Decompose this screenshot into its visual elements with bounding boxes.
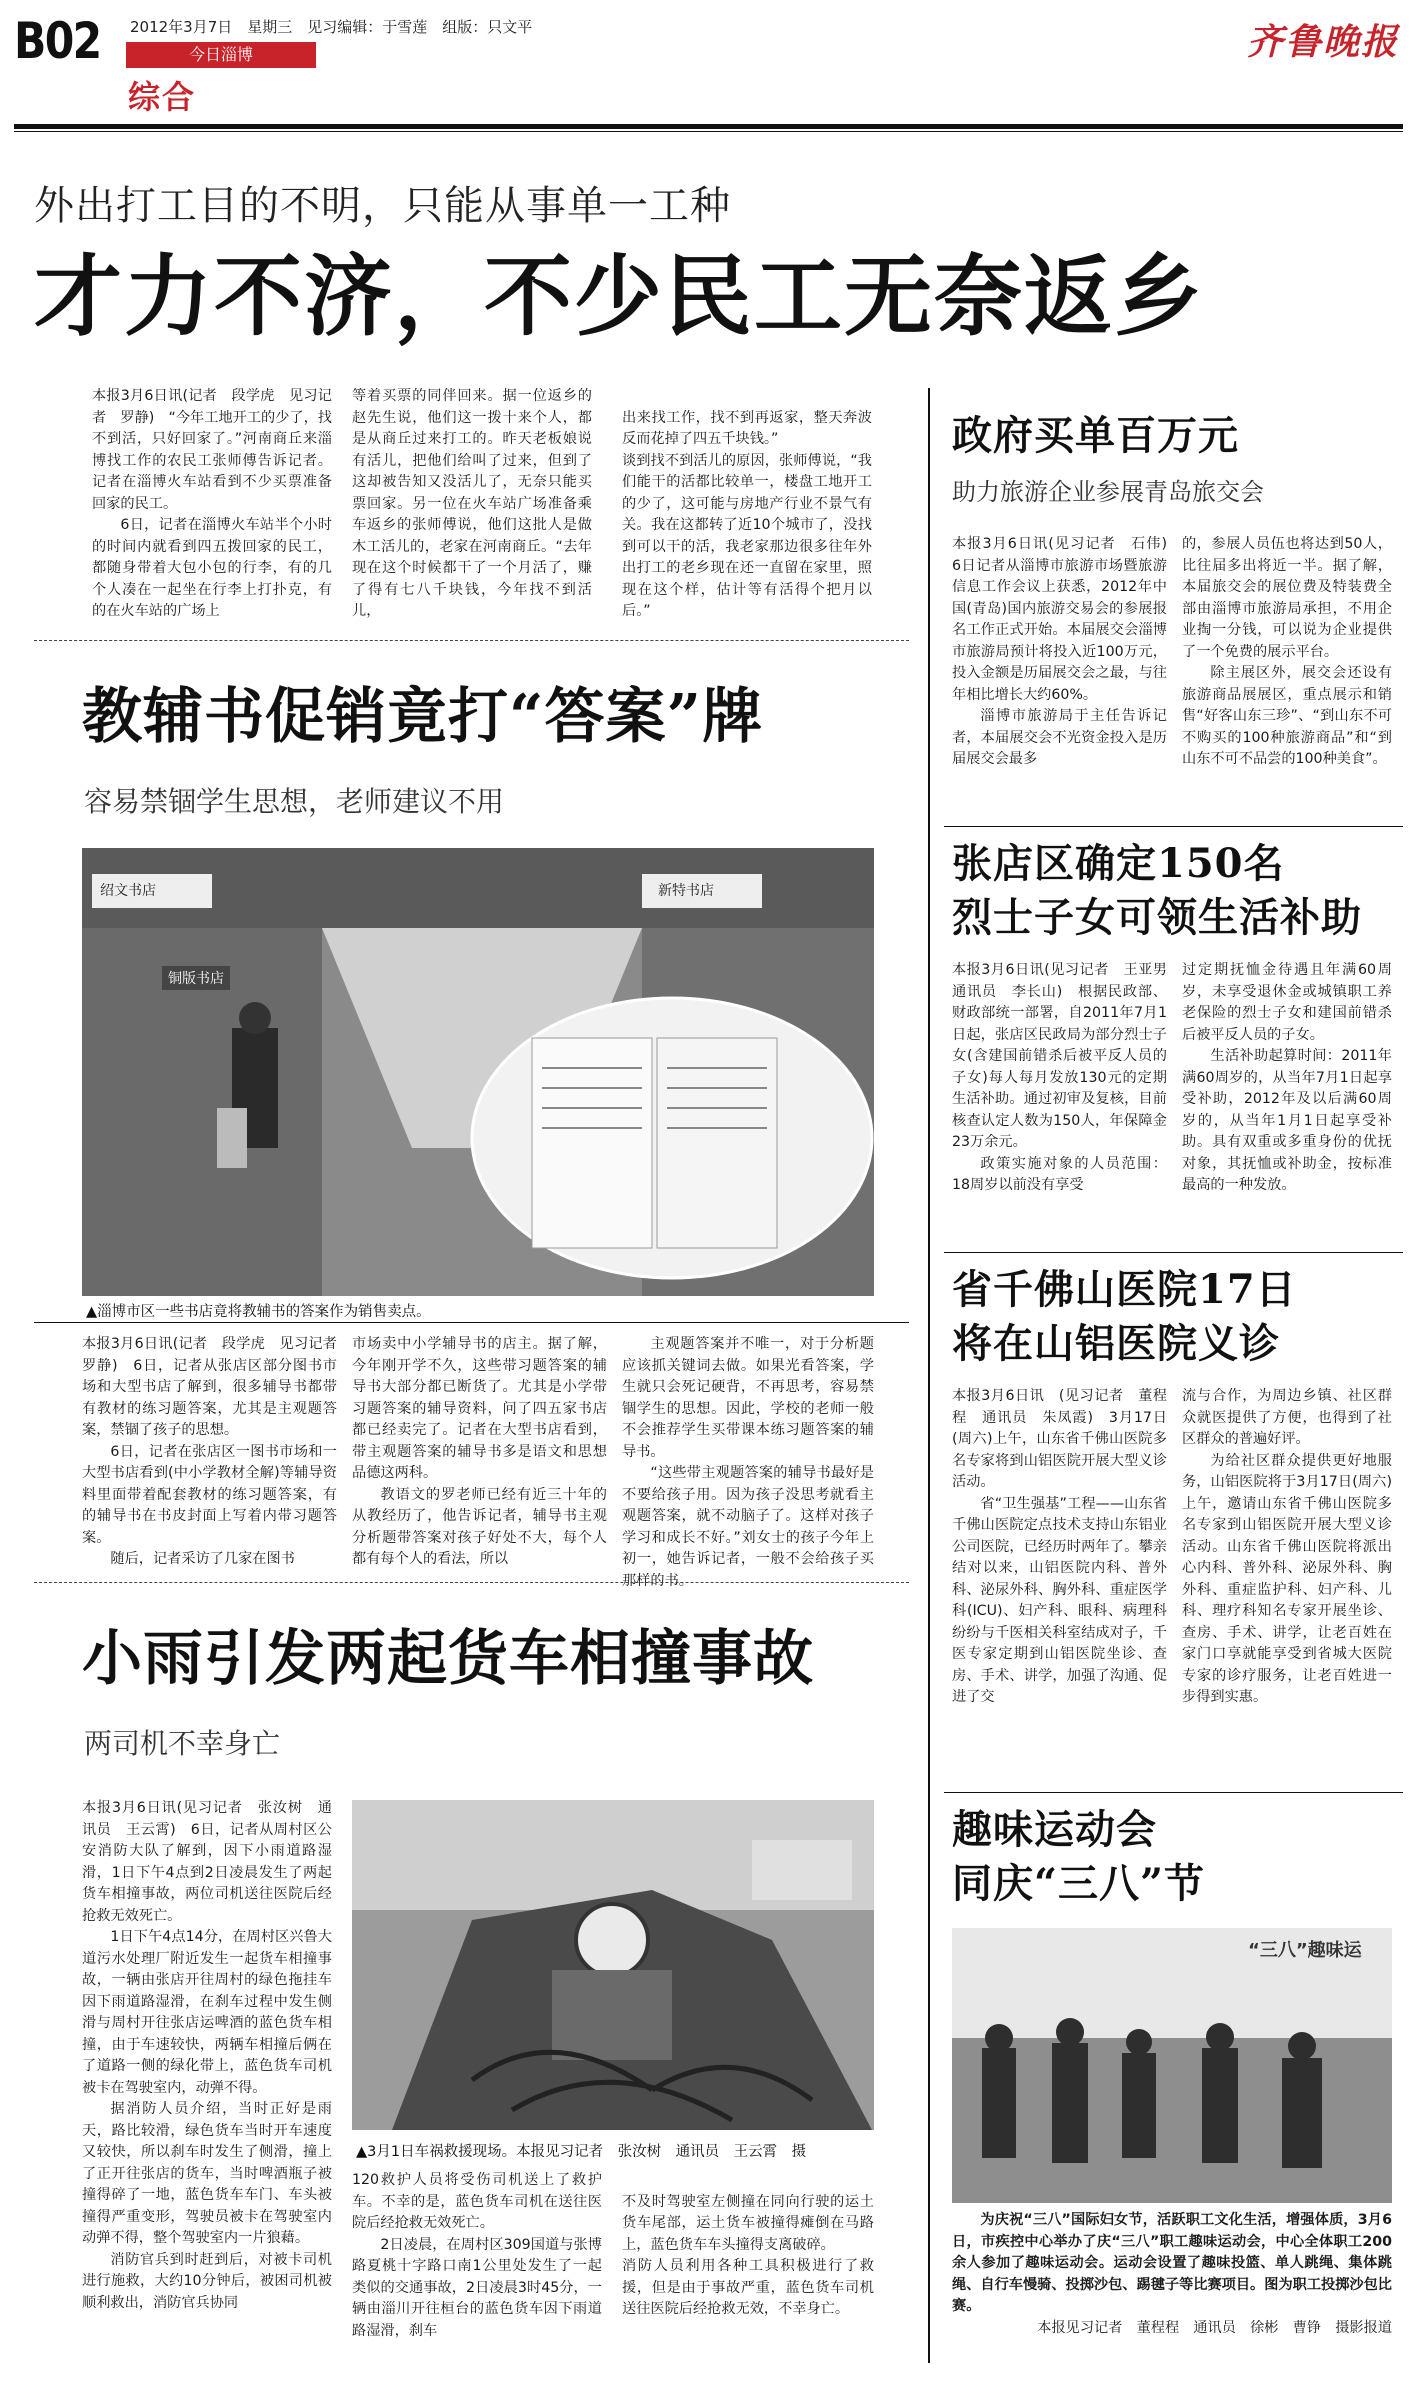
story3-col2-p1: 120救护人员将受伤司机送上了救护车。不幸的是，蓝色货车司机在送往医院后经抢救无效死亡。 <box>352 2172 602 2231</box>
story3-subhead: 两司机不幸身亡 <box>84 1727 281 1760</box>
side3-col2-p1: 流与合作，为周边乡镇、社区群众就医提供了方便，也得到了社区群众的普遍好评。 <box>1182 1388 1392 1447</box>
story2-col3-p1: 主观题答案并不唯一，对于分析题应该抓关键词去做。如果光看答案，学生就只会死记硬背，不再思考，容易禁锢学生的思想。因此，学校的老师一般不会推荐学生买带课本练习题答案的辅导书。 <box>622 1336 874 1460</box>
sports-photo <box>952 1928 1392 2203</box>
accident-photo <box>352 1800 874 2130</box>
side2-col2-p2: 生活补助起算时间：2011年满60周岁的，从当年7月1日起享受补助，2012年及以后满60周岁的，从当年1月1日起享受补助。具有双重或多重身份的优抚对象，其抚恤或补助金，按标准最高的一种发放。 <box>1182 1048 1392 1193</box>
side1-col1-p1: 本报3月6日讯(见习记者 石伟) 6日记者从淄博市旅游市场暨旅游信息工作会议上获悉，2012年中国(青岛)国内旅游交易会的参展报名工作正式开始。本届展交会淄博市旅游局预计将投入近100万元，投入金额是历届展交会之最，与往年相比增长大约60%。 <box>952 536 1182 703</box>
story1-col1 <box>92 386 332 623</box>
story2-col1 <box>82 1334 352 1571</box>
story2-col2-p2: 教语文的罗老师已经有近三十年的从教经历了，他告诉记者，辅导书主观分析题带答案对孩子好处不大，每个人都有每个人的看法，所以 <box>352 1486 607 1567</box>
photo-sign-1: 绍文书店 <box>94 878 162 902</box>
side2-col1-p1: 本报3月6日讯(见习记者 王亚男 通讯员 李长山) 根据民政部、财政部统一部署，自2011年7月1日起，张店区民政局为部分烈士子女(含建国前错杀后被平反人员的子女)每人每月发放130元的定期生活补助。通过初审及复核，目前核查认定人数为150人，年保障金23万余元。 <box>952 962 1182 1150</box>
story2-col3-p2: “这些带主观题答案的辅导书最好是不要给孩子用。因为孩子没思考就看主观题答案，就不动脑子了。这样对孩子学习和成长不好。”刘女士的孩子今年上初一，她告诉记者，一般不会给孩子买那样的书。 <box>622 1465 874 1589</box>
sports-photo-banner: “三八”趣味运 <box>1248 1940 1362 1961</box>
story1-headline: 才力不济，不少民工无奈返乡 <box>34 244 1205 348</box>
story1-col1-p2: 6日，记者在淄博火车站半个小时的时间内就看到四五拨回家的民工，都随身带着大包小包的行李，有的几个人凑在一起坐在行李上打扑克，有的在火车站的广场上 <box>92 517 332 619</box>
story2-caption: ▲淄博市区一些书店竟将教辅书的答案作为销售卖点。 <box>86 1304 431 1320</box>
column-divider <box>928 388 930 2363</box>
side4-headline-2: 同庆“三八”节 <box>952 1860 1206 1907</box>
side1-subhead: 助力旅游企业参展青岛旅交会 <box>952 478 1264 506</box>
side1-col1-p2: 淄博市旅游局于主任告诉记者，本届展交会不光资金投入是历届展交会最多 <box>952 708 1167 767</box>
side4-caption <box>952 2210 1392 2339</box>
side4-credit: 本报见习记者 董程程 通讯员 徐彬 曹铮 摄影报道 <box>1037 2319 1392 2336</box>
story2-divider <box>34 1582 909 1583</box>
region-tag: 今日淄博 <box>126 42 316 68</box>
side1-col2 <box>1182 534 1392 771</box>
story2-col1-p3: 随后，记者采访了几家在图书 <box>110 1551 295 1567</box>
story3-col2-p2: 2日凌晨，在周村区309国道与张博路夏桃十字路口南1公里处发生了一起类似的交通事故，2日凌晨3时45分，一辆由淄川开往桓台的蓝色货车因下雨道路湿滑，刹车 <box>352 2236 602 2339</box>
side3-headline-1: 省千佛山医院17日 <box>952 1266 1297 1313</box>
story2-caption-rule <box>34 1322 909 1323</box>
story1-kicker: 外出打工目的不明，只能从事单一工种 <box>34 183 731 229</box>
story1-col2-text: 等着买票的同伴回来。据一位返乡的赵先生说，他们这一拨十来个人，都是从商丘过来打工的。昨天老板娘说有活儿，把他们给叫了过来，但到了这却被告知又没活儿了，无奈只能买票回家。另一位在火车站广场准备乘车返乡的张师傅说，他们这批人是做木工活儿的，老家在河南商丘。“去年现在这个时候都干了一个月活了，赚了得有七八千块钱，今年找不到活儿， <box>352 388 592 619</box>
masthead-rule <box>14 124 1403 129</box>
side2-col1-p2: 政策实施对象的人员范围：18周岁以前没有享受 <box>952 1155 1167 1193</box>
story3-headline: 小雨引发两起货车相撞事故 <box>82 1624 814 1694</box>
story3-col3 <box>622 2170 874 2342</box>
side2-headline-1: 张店区确定150名 <box>952 840 1285 887</box>
story3-col1 <box>82 1798 332 2314</box>
accident-photo-drawing <box>352 1800 874 2130</box>
side3-col1 <box>952 1386 1167 1709</box>
side3-divider <box>944 1792 1403 1793</box>
side4-caption-text: 为庆祝“三八”国际妇女节，活跃职工文化生活，增强体质，3月6日，市疾控中心举办了庆“三八”职工趣味运动会，中心全体职工200余人参加了趣味运动会。运动会设置了趣味投篮、单人跳绳、集体跳绳、自行车慢骑、投掷沙包、踢毽子等比赛项目。图为职工投掷沙包比赛。 <box>952 2212 1392 2314</box>
masthead-rule-thin <box>14 131 1403 132</box>
story3-col1-p2: 1日下午4点14分，在周村区兴鲁大道污水处理厂附近发生一起货车相撞事故，一辆由张店开往周村的绿色拖挂车因下雨道路湿滑，在刹车过程中发生侧滑与周村开往张店运啤酒的蓝色货车相撞，由于车速较快，两辆车相撞后俩在了道路一侧的绿化带上，蓝色货车司机被卡在驾驶室内，动弹不得。 <box>82 1929 332 2096</box>
side3-col1-p1: 本报3月6日讯 (见习记者 董程程 通讯员 朱凤霞) 3月17日(周六)上午，山东省千佛山医院多名专家将到山铝医院开展大型义诊活动。 <box>952 1388 1167 1490</box>
side1-col2-p1: 的，参展人员伍也将达到50人，比往届多出将近一半。据了解，本届旅交会的展位费及特装费全部由淄博市旅游局承担，不用企业掏一分钱，可以说为企业提供了一个免费的展示平台。 <box>1182 536 1392 660</box>
side3-col1-p2: 省“卫生强基”工程——山东省千佛山医院定点技术支持山东铝业公司医院，已经历时两年了。攀亲结对以来，山铝医院内科、普外科、泌尿外科、胸外科、重症医学科(ICU)、妇产科、眼科、病理科纷纷与千医相关科室结成对子，千医专家定期到山铝医院坐诊、查房、手术、讲学，加强了沟通、促进了交 <box>952 1495 1167 1705</box>
story1-col1-p1: 本报3月6日讯(记者 段学虎 见习记者 罗静) “今年工地开工的少了，找不到活，只好回家了。”河南商丘来淄博找工作的农民工张师傅告诉记者。记者在淄博火车站看到不少买票准备回家的民工。 <box>92 388 332 512</box>
newspaper-brand: 齐鲁晚报 <box>1246 21 1399 63</box>
story3-col3-text: 不及时驾驶室左侧撞在同向行驶的运土货车尾部，运土货车被撞得瘫倒在马路上，蓝色货车车头撞得支离破碎。 消防人员利用各种工具积极进行了救援，但是由于事故严重，蓝色货车司机送往医院后经抢救无效，不幸身亡。 <box>622 2193 874 2317</box>
photo-sign-2: 新特书店 <box>652 878 720 902</box>
story2-subhead: 容易禁锢学生思想，老师建议不用 <box>84 785 505 818</box>
story1-col3 <box>622 386 872 644</box>
story3-col1-p1: 本报3月6日讯(见习记者 张汝树 通讯员 王云霄) 6日，记者从周村区公安消防大队了解到，因下小雨道路湿滑，1日下午4点到2日凌晨发生了两起货车相撞事故，两位司机送往医院后经抢救无效死亡。 <box>82 1800 332 1924</box>
side2-col2-p1: 过定期抚恤金待遇且年满60周岁，未享受退休金或城镇职工养老保险的烈士子女和建国前错杀后被平反人员的子女。 <box>1182 962 1392 1043</box>
bookstore-photo-drawing <box>82 848 874 1296</box>
side3-col2-p2: 为给社区群众提供更好地服务，山铝医院将于3月17日(周六)上午，邀请山东省千佛山医院多名专家到山铝医院开展大型义诊活动。山东省千佛山医院将派出心内科、普外科、泌尿外科、胸外科、重症监护科、妇产科、儿科、理疗科知名专家开展坐诊、查房、手术、讲学，让老百姓在家门口享就能享受到省城大医院专家的诊疗服务，让老百姓进一步得到实惠。 <box>1182 1452 1392 1705</box>
story2-col2 <box>352 1334 607 1571</box>
story2-col1-p2: 6日，记者在张店区一图书市场和一大型书店看到(中小学教材全解)等辅导资料里面带着配套教材的练习题答案，有的辅导书在书皮封面上写着内带习题答案。 <box>82 1443 337 1546</box>
section-title: 综合 <box>128 78 197 116</box>
side2-col2 <box>1182 960 1392 1197</box>
story3-col1-p3: 据消防人员介绍，当时正好是雨天，路比较滑，绿色货车当时开车速度又较快，所以刹车时发生了侧滑，撞上了正开往张店的货车，当时啤酒瓶子被撞得碎了一地，蓝色货车车门、车头被撞得严重变形，驾驶员被卡在驾驶室内动弹不得，整个驾驶室内一片狼藉。 <box>82 2101 332 2246</box>
side1-col1 <box>952 534 1182 771</box>
story2-col1-p1: 本报3月6日讯(记者 段学虎 见习记者 罗静) 6日，记者从张店区部分图书市场和大型书店了解到，很多辅导书都带有教材的练习题答案，尤其是主观题答案，禁锢了孩子的思想。 <box>82 1336 352 1438</box>
story2-col2-p1: 市场卖中小学辅导书的店主。据了解，今年刚开学不久，这些带习题答案的辅导书大部分都已断货了。尤其是小学带习题答案的辅导资料，问了四五家书店都已经卖完了。记者在大型书店看到，带主观题答案的辅导书多是语文和思想品德这两科。 <box>352 1336 607 1481</box>
side1-col2-p2: 除主展区外，展交会还设有旅游商品展展区，重点展示和销售“好客山东三珍”、“到山东不可不购买的100种旅游商品”和“到山东不可不品尝的100种美食”。 <box>1182 665 1392 767</box>
story3-col1-p4: 消防官兵到时赶到后，对被卡司机进行施救，大约10分钟后，被困司机被顺利救出，消防官兵协同 <box>82 2251 332 2311</box>
story1-col2 <box>352 386 592 623</box>
side1-divider <box>944 826 1403 827</box>
side2-divider <box>944 1252 1403 1253</box>
story1-divider <box>34 640 909 641</box>
story3-photo-caption: ▲3月1日车祸救援现场。本报见习记者 张汝树 通讯员 王云霄 摄 <box>356 2144 807 2160</box>
page-meta: 2012年3月7日 星期三 见习编辑：于雪莲 组版：只文平 <box>130 18 533 36</box>
photo-sign-3: 铜版书店 <box>162 966 230 990</box>
bookstore-photo <box>82 848 874 1296</box>
side1-headline: 政府买单百万元 <box>952 412 1239 459</box>
side4-headline-1: 趣味运动会 <box>952 1806 1157 1853</box>
side2-headline-2: 烈士子女可领生活补助 <box>952 894 1362 941</box>
story2-col3 <box>622 1334 874 1592</box>
side3-col2 <box>1182 1386 1392 1709</box>
page-number: B02 <box>14 12 101 70</box>
side2-col1 <box>952 960 1182 1197</box>
story1-col3-text: 出来找工作，找不到再返家，整天奔波反而花掉了四五千块钱。” 谈到找不到活儿的原因，张师傅说，“我们能干的活都比较单一，楼盘工地开工的少了，这可能与房地产行业不景气有关。我在这都转了近10个城市了，没找到可以干的活，我老家那边很多往年外出打工的老乡现在还一直留在家里，照现在这个样，估计等有活得个把月以后。” <box>622 409 872 619</box>
sports-photo-drawing <box>952 1928 1392 2203</box>
story2-headline: 教辅书促销竟打“答案”牌 <box>82 682 764 752</box>
story3-col2 <box>352 2170 602 2342</box>
side3-headline-2: 将在山铝医院义诊 <box>952 1320 1280 1367</box>
